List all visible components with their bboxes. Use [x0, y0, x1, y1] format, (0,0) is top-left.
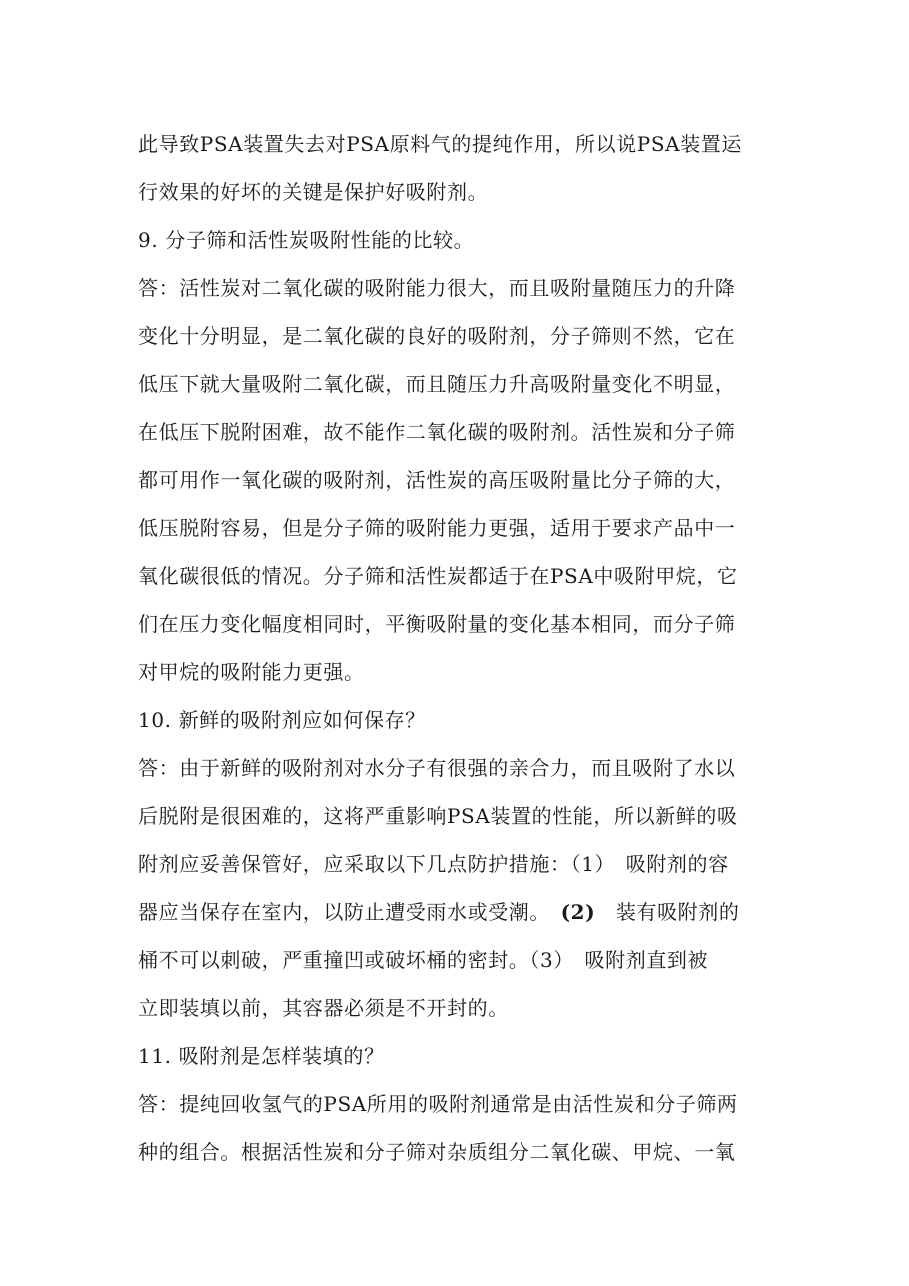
text-segment: 器应当保存在室内，以防止遭受雨水或受潮。 — [138, 900, 540, 924]
text-line: 低压下就大量吸附二氧化碳，而且随压力升高吸附量变化不明显， — [138, 372, 736, 396]
text-line-mixed — [138, 888, 778, 936]
text-line: 附剂应妥善保管好，应采取以下几点防护措施：（1） 吸附剂的容 — [138, 852, 729, 876]
text-line: 在低压下脱附困难，故不能作二氧化碳的吸附剂。活性炭和分子筛 — [138, 420, 736, 444]
text-line: 后脱附是很困难的，这将严重影响PSA装置的性能，所以新鲜的吸 — [138, 804, 738, 828]
text-line: 此导致PSA装置失去对PSA原料气的提纯作用，所以说PSA装置运 — [138, 132, 743, 156]
question-heading: 10. 新鲜的吸附剂应如何保存？ — [138, 708, 426, 732]
text-line: 低压脱附容易，但是分子筛的吸附能力更强，适用于要求产品中一 — [138, 516, 736, 540]
text-line: 答：提纯回收氢气的PSA所用的吸附剂通常是由活性炭和分子筛两 — [138, 1092, 738, 1116]
text-line: 桶不可以刺破，严重撞凹或破坏桶的密封。（3） 吸附剂直到被 — [138, 948, 709, 972]
text-line: 们在压力变化幅度相同时，平衡吸附量的变化基本相同，而分子筛 — [138, 612, 736, 636]
question-heading: 9. 分子筛和活性炭吸附性能的比较。 — [138, 228, 475, 252]
text-line: 答：活性炭对二氧化碳的吸附能力很大，而且吸附量随压力的升降 — [138, 276, 736, 300]
document-body — [138, 120, 778, 1176]
text-segment: 装有吸附剂的 — [615, 900, 740, 924]
text-line: 种的组合。根据活性炭和分子筛对杂质组分二氧化碳、甲烷、一氧 — [138, 1140, 736, 1164]
text-line: 对甲烷的吸附能力更强。 — [138, 660, 365, 684]
text-line: 变化十分明显，是二氧化碳的良好的吸附剂，分子筛则不然，它在 — [138, 324, 736, 348]
text-line: 立即装填以前，其容器必须是不开封的。 — [138, 996, 509, 1020]
text-line: 行效果的好坏的关键是保护好吸附剂。 — [138, 180, 489, 204]
text-line: 氧化碳很低的情况。分子筛和活性炭都适于在PSA中吸附甲烷，它 — [138, 564, 738, 588]
text-line: 都可用作一氧化碳的吸附剂，活性炭的高压吸附量比分子筛的大， — [138, 468, 736, 492]
question-heading: 11. 吸附剂是怎样装填的？ — [138, 1044, 385, 1068]
text-line: 答：由于新鲜的吸附剂对水分子有很强的亲合力，而且吸附了水以 — [138, 756, 736, 780]
list-marker-bold: (2) — [560, 900, 596, 924]
